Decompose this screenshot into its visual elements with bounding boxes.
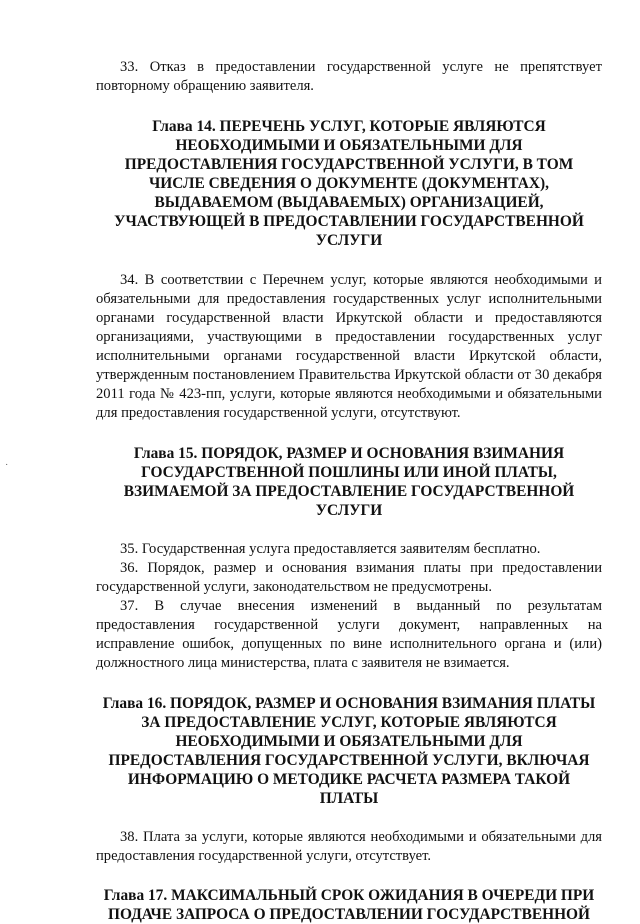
paragraph-37: 37. В случае внесения изменений в выданный по результатам предоставления государственной услуги документ, направленных на исправление ошибок, допущенных по вине исполнительного органа и (или) должностного лица министерства, плата с заявителя не взимается. — [96, 598, 602, 671]
heading-chapter-17: Глава 17. МАКСИМАЛЬНЫЙ СРОК ОЖИДАНИЯ В ОЧЕРЕДИ ПРИ ПОДАЧЕ ЗАПРОСА О ПРЕДОСТАВЛЕНИИ ГОСУДАРСТВЕННОЙ — [103, 887, 595, 923]
heading-chapter-15: Глава 15. ПОРЯДОК, РАЗМЕР И ОСНОВАНИЯ ВЗИМАНИЯ ГОСУДАРСТВЕННОЙ ПОШЛИНЫ ИЛИ ИНОЙ ПЛАТЫ, ВЗИМАЕМОЙ ЗА ПРЕДОСТАВЛЕНИЕ ГОСУДАРСТВЕННОЙ УСЛУГИ — [123, 445, 575, 519]
paragraph-33: 33. Отказ в предоставлении государственной услуге не препятствует повторному обращению заявителя. — [96, 59, 602, 94]
paragraph-36: 36. Порядок, размер и основания взимания платы при предоставлении государственной услуги, законодательством не предусмотрены. — [96, 560, 602, 595]
paragraph-38: 38. Плата за услуги, которые являются необходимыми и обязательными для предоставления государственной услуги, отсутствует. — [96, 829, 602, 864]
heading-chapter-16: Глава 16. ПОРЯДОК, РАЗМЕР И ОСНОВАНИЯ ВЗИМАНИЯ ПЛАТЫ ЗА ПРЕДОСТАВЛЕНИЕ УСЛУГ, КОТОРЫЕ ЯВЛЯЮТСЯ НЕОБХОДИМЫМИ И ОБЯЗАТЕЛЬНЫМИ ДЛЯ ПРЕДОСТАВЛЕНИЯ ГОСУДАРСТВЕННОЙ УСЛУГИ, ВКЛЮЧАЯ ИНФОРМАЦИЮ О МЕТОДИКЕ РАСЧЕТА РАЗМЕРА ТАКОЙ ПЛАТЫ — [102, 695, 596, 807]
heading-chapter-14: Глава 14. ПЕРЕЧЕНЬ УСЛУГ, КОТОРЫЕ ЯВЛЯЮТСЯ НЕОБХОДИМЫМИ И ОБЯЗАТЕЛЬНЫМИ ДЛЯ ПРЕДОСТАВЛЕНИЯ ГОСУДАРСТВЕННОЙ УСЛУГИ, В ТОМ ЧИСЛЕ СВЕДЕНИЯ О ДОКУМЕНТЕ (ДОКУМЕНТАХ), ВЫДАВАЕМОМ (ВЫДАВАЕМЫХ) ОРГАНИЗАЦИЕЙ, УЧАСТВУЮЩЕЙ В ПРЕДОСТАВЛЕНИИ ГОСУДАРСТВЕННОЙ УСЛУГИ — [114, 118, 584, 249]
margin-mark: ˙ — [5, 463, 9, 474]
paragraph-34: 34. В соответствии с Перечнем услуг, которые являются необходимыми и обязательными для предоставления государственных услуг исполнительными органами государственной власти Иркутской области и предоставляются организациями, участвующими в предоставлении государственных услуг исполнительными органами государственной власти Иркутской области, утвержденным постановлением Правительства Иркутской области от 30 декабря 2011 года № 423-пп, услуги, которые являются необходимыми и обязательными для предоставления государственной услуги, отсутствуют. — [96, 272, 602, 421]
paragraph-35: 35. Государственная услуга предоставляется заявителям бесплатно. — [120, 541, 541, 557]
document-page — [96, 58, 602, 924]
